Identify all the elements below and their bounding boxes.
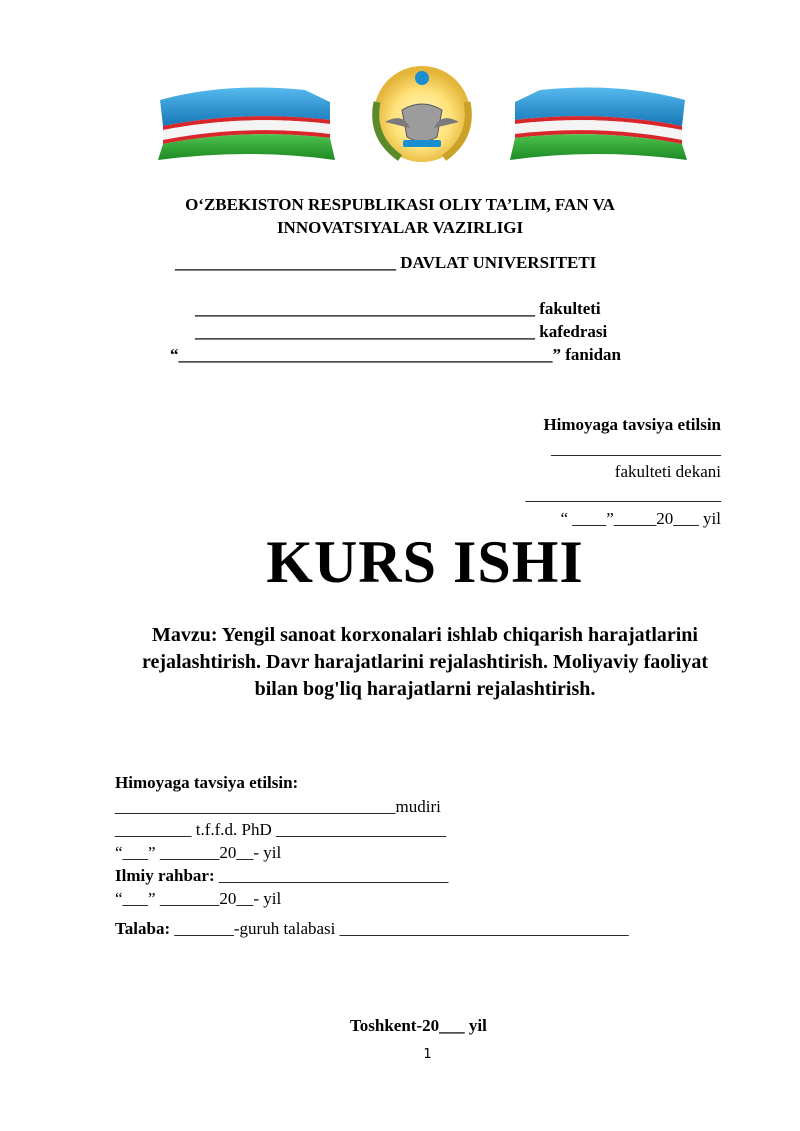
approval-top-date: “ ____”_____20___ yil	[560, 509, 721, 528]
supervisor-blank: ___________________________	[214, 866, 449, 885]
approval-bottom-heading: Himoyaga tavsiya etilsin:	[115, 773, 299, 792]
supervisor-label: Ilmiy rahbar:	[115, 866, 215, 885]
date-line-1: “___” _______20__- yil	[115, 843, 282, 862]
head-of-department-line: _________________________________mudiri	[115, 797, 441, 816]
approval-top-heading: Himoyaga tavsiya etilsin	[543, 415, 721, 434]
ministry-line-2: INNOVATSIYALAR VAZIRLIGI	[276, 218, 524, 237]
ministry-line-1: O‘ZBEKISTON RESPUBLIKASI OLIY TA’LIM, FAN VA	[185, 195, 615, 214]
subject-line: “____________________________________________” fanidan	[170, 345, 621, 364]
approval-top-blank: ____________________	[551, 439, 721, 458]
date-line-2: “___” _______20__- yil	[115, 889, 282, 908]
page-number: 1	[423, 1047, 432, 1062]
faculty-line: ________________________________________ fakulteti	[195, 299, 601, 318]
topic-line-3: bilan bog'liq harajatlarni rejalashtirish.	[254, 678, 596, 700]
dean-signature-blank: _______________________	[525, 485, 721, 504]
supervisor-line	[115, 866, 448, 886]
dean-label: fakulteti dekani	[614, 462, 721, 481]
city-year: Toshkent-20___ yil	[350, 1016, 487, 1035]
document-title: KURS ISHI	[266, 529, 584, 595]
student-label: Talaba:	[115, 919, 171, 938]
topic-line-2: rejalashtirish. Davr harajatlarini rejalashtirish. Moliyaviy faoliyat	[141, 651, 709, 673]
topic-line-1: Mavzu: Yengil sanoat korxonalari ishlab chiqarish harajatlarini	[152, 624, 698, 646]
student-text: _______-guruh talabasi __________________________________	[170, 919, 629, 938]
university-line: __________________________ DAVLAT UNIVERSITETI	[175, 253, 597, 272]
left-flag-icon	[158, 88, 335, 160]
ministry-name	[100, 193, 700, 239]
degree-line: _________ t.f.f.d. PhD ____________________	[115, 820, 447, 839]
topic-block	[100, 622, 750, 703]
state-emblem-image	[155, 62, 690, 164]
emblem-icon	[374, 66, 470, 162]
student-line	[115, 919, 629, 939]
department-line: ________________________________________ kafedrasi	[195, 322, 608, 341]
right-flag-icon	[510, 88, 687, 160]
